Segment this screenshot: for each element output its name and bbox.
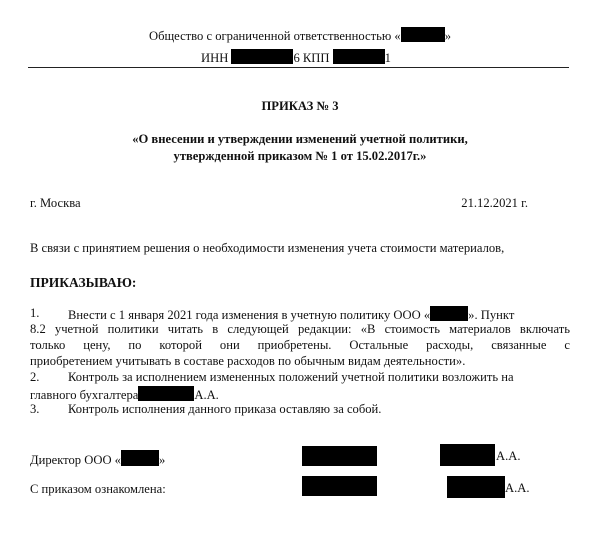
item-3-number: 3.	[30, 402, 40, 416]
director-suffix: »	[158, 453, 166, 467]
director-initials: А.А.	[496, 449, 521, 463]
item-1-line-1-prefix: Внести с 1 января 2021 года изменения в учетную политику ООО «	[68, 308, 431, 322]
item-1-number: 1.	[30, 306, 40, 320]
director-name-redaction	[440, 444, 495, 466]
preamble: В связи с принятием решения о необходимости изменения учета стоимости материалов,	[30, 241, 505, 255]
item-1-line-1	[68, 306, 514, 323]
item-1-line-3: только цену, по которой они приобретены. Остальные расходы, связанные с	[30, 338, 570, 352]
directive-heading: ПРИКАЗЫВАЮ:	[30, 275, 137, 290]
kpp-label: КПП	[302, 51, 330, 65]
item-2-number: 2.	[30, 370, 40, 384]
item-1-line-4: приобретением учитывать в составе расходов по обычным видам деятельности».	[30, 354, 466, 368]
organization-suffix: »	[444, 29, 452, 43]
kpp-tail: 1	[384, 51, 391, 65]
inn-tail: 6	[293, 51, 300, 65]
acknowledged-label: С приказом ознакомлена:	[30, 482, 166, 496]
item-2-line-2-suffix: А.А.	[194, 388, 219, 402]
order-subject-line-2: утвержденной приказом № 1 от 15.02.2017г.»	[173, 149, 427, 163]
item-2-line-2-prefix: главного бухгалтера	[30, 388, 139, 402]
item-2-line-2	[30, 386, 219, 403]
item-3-line-1: Контроль исполнения данного приказа оставляю за собой.	[68, 402, 382, 416]
redacted-accountant-name	[138, 386, 194, 401]
acknowledged-initials: А.А.	[505, 481, 530, 495]
redacted-kpp	[333, 49, 385, 64]
order-subject-line-1: «О внесении и утверждении изменений учетной политики,	[132, 132, 468, 146]
director-prefix: Директор ООО «	[30, 453, 121, 467]
acknowledged-name-redaction	[447, 476, 505, 498]
organization-name	[0, 27, 600, 44]
organization-prefix: Общество с ограниченной ответственностью «	[148, 29, 401, 43]
tax-ids	[201, 49, 391, 66]
item-1-line-1-suffix: ». Пункт	[468, 308, 515, 322]
item-1-line-2: 8.2 учетной политики читать в следующей редакции: «В стоимость материалов включать	[30, 322, 570, 336]
item-2-line-1: Контроль за исполнением измененных положений учетной политики возложить на	[68, 370, 514, 384]
inn-label: ИНН	[201, 51, 229, 65]
header-divider	[28, 67, 569, 68]
director-signature-redaction	[302, 446, 377, 466]
redacted-inn	[231, 49, 293, 64]
redacted-organization-name	[401, 27, 445, 42]
order-title: ПРИКАЗ № 3	[261, 99, 339, 113]
acknowledged-signature-redaction	[302, 476, 377, 496]
redacted-director-company	[121, 450, 159, 466]
order-date: 21.12.2021 г.	[461, 196, 528, 210]
redacted-company-name	[430, 306, 468, 321]
city: г. Москва	[30, 196, 81, 210]
director-label	[30, 450, 165, 468]
